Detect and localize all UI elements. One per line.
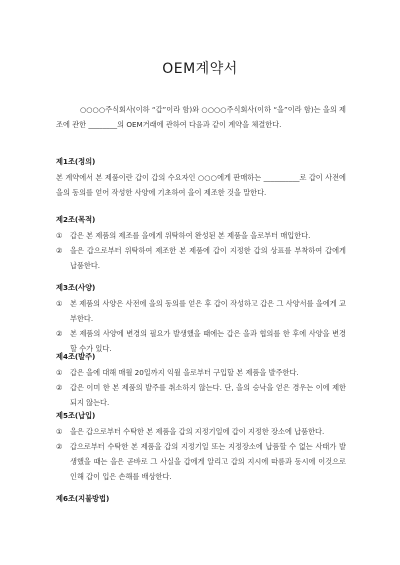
clause-item xyxy=(56,380,346,410)
clause-number: ② xyxy=(56,442,63,451)
clause-text: 을은 갑으로부터 수탁한 본 제품을 갑의 지정기일에 갑이 지정한 장소에 납품한다. xyxy=(70,427,325,436)
clause-text: 본 제품의 사양에 변경의 필요가 발생했을 때에는 갑은 을과 협의를 한 후에 사양을 변경할 수가 있다. xyxy=(70,329,346,353)
article-heading: 제4조(발주) xyxy=(56,352,96,361)
article-6 xyxy=(56,491,346,507)
article-heading: 제2조(목적) xyxy=(56,215,96,224)
clause-item xyxy=(56,243,346,273)
clause-item xyxy=(56,424,346,439)
clause-number: ① xyxy=(56,299,63,308)
clause-item xyxy=(56,228,346,243)
article-heading: 제6조(지불방법) xyxy=(56,494,110,503)
clause-text: 을은 갑으로부터 위탁하여 제조한 본 제품에 갑이 지정한 갑의 상표를 부착하여 갑에게 납품한다. xyxy=(70,246,346,270)
article-heading: 제1조(정의) xyxy=(56,157,96,166)
clause-item xyxy=(56,365,346,380)
clause-text: 갑은 이미 한 본 제품의 발주를 취소하지 않는다. 단, 을의 승낙을 얻은 경우는 이에 제한되지 않는다. xyxy=(70,383,346,407)
clause-number: ② xyxy=(56,246,63,255)
clause-number: ① xyxy=(56,368,63,377)
article-1 xyxy=(56,154,346,200)
clause-number: ① xyxy=(56,427,63,436)
clause-text: 갑은 을에 대해 매월 20일까지 익월 을로부터 구입할 본 제품을 발주한다. xyxy=(70,368,299,377)
intro-paragraph: ○○○○주식회사(이하 “갑”이라 함)와 ○○○○주식회사(이하 “을”이라 함)는 을의 제조에 관한 ________의 OEM거래에 관하여 다음과 같이 계약을 체결한다. xyxy=(56,105,346,129)
article-heading: 제5조(납입) xyxy=(56,411,96,420)
article-4 xyxy=(56,349,346,410)
article-5 xyxy=(56,408,346,484)
clause-item xyxy=(56,439,346,484)
article-heading: 제3조(사양) xyxy=(56,283,96,292)
clause-text: 갑으로부터 수탁한 본 제품을 갑의 지정기일 또는 지정장소에 납품할 수 없는 사태가 발생했을 때는 을은 곧바로 그 사실을 갑에게 알리고 갑의 지시에 따름과 동시에 이것으로 인해 갑이 입은 손해를 배상한다. xyxy=(70,442,346,481)
clause-text: 갑은 본 제품의 제조를 을에게 위탁하여 완성된 본 제품을 을로부터 매입한다. xyxy=(70,231,311,240)
clause-number: ① xyxy=(56,231,63,240)
clause-number: ② xyxy=(56,329,63,338)
article-3 xyxy=(56,280,346,356)
clause-item xyxy=(56,296,346,326)
article-text: 본 계약에서 본 제품이란 갑이 갑의 수요자인 ○○○에게 판매하는 __________로 갑이 사전에 을의 동의를 얻어 작성한 사양에 기초하여 을이 제조한 것을 말한다. xyxy=(56,173,346,197)
clause-number: ② xyxy=(56,383,63,392)
article-2 xyxy=(56,212,346,273)
document-title: OEM계약서 xyxy=(162,61,238,77)
clause-text: 본 제품의 사양은 사전에 을의 동의를 얻은 후 갑이 작성하고 갑은 그 사양서를 을에게 교부한다. xyxy=(70,299,346,323)
